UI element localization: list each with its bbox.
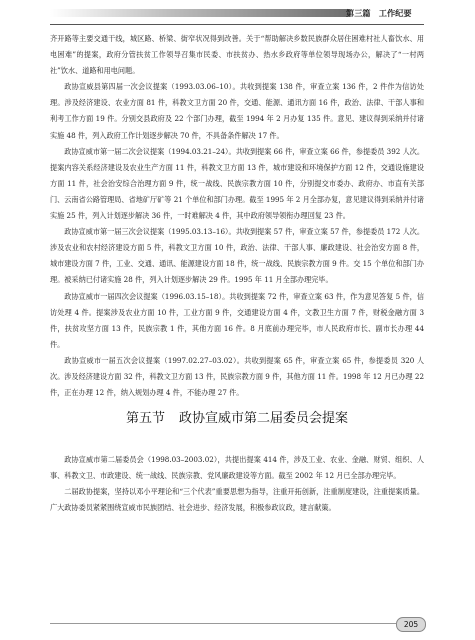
body-text-bottom [50,452,424,516]
paragraph-second-committee-approach: 二届政协提案，坚持以邓小平理论和“三个代表”重要思想为指导，注重开拓创新，注重制度建设，注重提案质量。广大政协委员紧紧围绕宣威市民族团结、社会进步、经济发展，积极参政议政，建言献策。 [50,487,424,513]
paragraph-proposal-1997: 政协宣威市一届五次会议提案（1997.02.27–03.02）。共收到提案 65 件，审查立案 65 件，参提委员 320 人次。涉及经济建设方面 32 件，科教文卫方面 13 件，民族宗教方面 9 件，其他方面 11 件。1998 年 12 月已办理 22 件，正在办理 12 件，纳入规划办理 4 件，不能办理 27 件。 [50,355,424,398]
paragraph-proposal-1994: 政协宣威市第一届二次会议提案（1994.03.21–24）。共收到提案 66 件，审查立案 66 件，参提委员 392 人次。提案内容关系经济建设及农业生产方面 11 件，科教文卫方面 13 件，城市建设和环境保护方面 12 件，交通设施建设方面 11 件，社会治安综合治理方面 9 件，统一战线、民族宗教方面 10 件，分别提交市委办、政府办、市直有关部门、云南省公路管理局、省地矿厅矿等 21 个单位和部门办理。截至 1995 年 2 月全部办复，意见建议得到采纳并付诸实施 25 件，列入计划逐步解决 36 件，一时难解决 4 件，其中政府领导领衔办理回复 23 件。 [50,146,424,221]
header-gradient-bar [50,9,350,17]
paragraph-proposal-1993: 政协宣威县第四届一次会议提案（1993.03.06–10）。共收到提案 138 件，审查立案 136 件，2 件作为信访处理。涉及经济建设、农业方面 81 件，科教文卫方面 20 件，交通、能源、通讯方面 16 件，政治、法律、干部人事和利考工作方面 19 件。分别交县政府及 22 个部门办理，截至 1994 年 2 月办复 135 件。意见、建议得到采纳并付诸实施 48 件，列入政府工作计划逐步解决 70 件，不具备条件解决 17 件。 [50,82,424,140]
paragraph-second-committee-summary: 政协宣威市第二届委员会（1998.03–2003.02），共提出提案 414 件，涉及工业、农业、金融、财贸、组织、人事、科教文卫、市政建设、统一战线、民族宗教、党风廉政建设等方面。截至 2002 年 12 月已全部办理完毕。 [50,455,424,481]
header-rule [50,24,424,25]
paragraph-continuation: 齐开路等主要交通干线，城区路、桥梁、街窄状况得到改善。关于“帮助解决乡数民族群众居住困难村社人畜饮水、用电困难”的提案，政府分管扶贫工作领导召集市民委、市扶贫办、热水乡政府等单位领导现场办公，解决了“一村两社”饮水、道路和用电问题。 [50,34,424,76]
section-number: 第五节 [125,411,165,426]
section-heading [50,408,424,430]
page-number-badge: 205 [396,617,426,632]
footer-rule [50,623,396,624]
paragraph-proposal-1996: 政协宣威市一届四次会议提案（1996.03.15–18）。共收到提案 72 件，审查立案 63 件，作为意见答复 5 件，信访处理 4 件。提案涉及农业方面 10 件，工业方面 9 件，交通建设方面 4 件，文教卫生方面 7 件，财税金融方面 3 件，扶贫攻坚方面 13 件，民族宗教 1 件，其他方面 16 件。8 月底前办理完毕，市人民政府市长、副市长办理 44 件。 [50,291,424,349]
section-title-text: 政协宣威市第二届委员会提案 [179,411,349,426]
header-chapter-label: 第三篇 工作纪要 [346,8,412,18]
body-text-top [50,31,424,401]
page-header [0,0,475,24]
paragraph-proposal-1995: 政协宣威市第一届三次会议提案（1995.03.13–16）。共收到提案 57 件，审查立案 57 件，参提委员 172 人次。涉及农业和农村经济建设方面 5 件，科教文卫方面 10 件，政治、法律、干部人事、廉政建设、社会治安方面 8 件，城市建设方面 7 件，工业、交通、通讯、能源建设方面 18 件，统一战线、民族宗教方面 9 件。交 15 个单位和部门办理。被采纳已付诸实施 28 件，列入计划逐步解决 29 件。1995 年 11 月全部办理完毕。 [50,227,424,285]
